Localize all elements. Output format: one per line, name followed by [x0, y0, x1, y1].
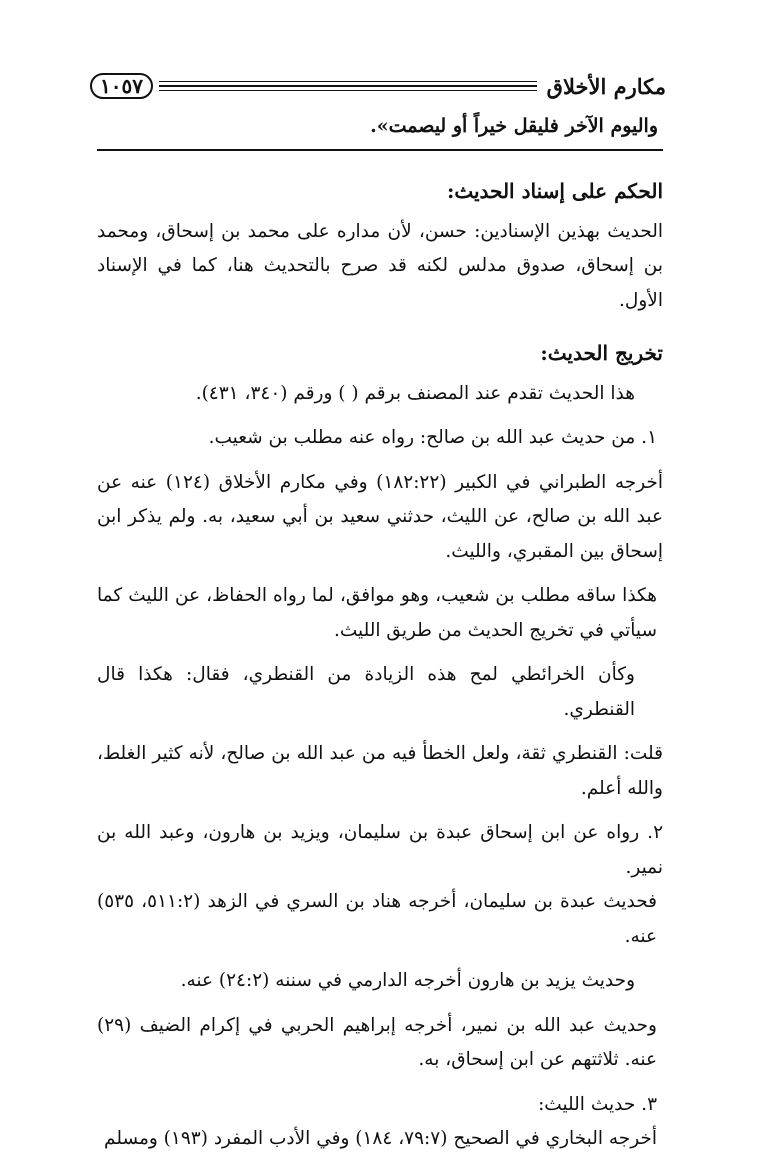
item-3-paragraph-1: أخرجه البخاري في الصحيح (٧٩:٧، ١٨٤) وفي الأدب المفرد (١٩٣) ومسلم	[104, 1128, 657, 1149]
item-2-paragraph-3: وحديث عبد الله بن نمير، أخرجه إبراهيم الحربي في إكرام الضيف (٢٩) عنه. ثلاثتهم عن ابن إسحاق، به.	[97, 1014, 657, 1070]
item-1-paragraph-2: هكذا ساقه مطلب بن شعيب، وهو موافق، لما رواه الحفاظ، عن الليث كما سيأتي في تخريج الحديث من طريق الليث.	[97, 585, 657, 641]
item-2-title: ٢. رواه عن ابن إسحاق عبدة بن سليمان، ويزيد بن هارون، وعبد الله بن نمير.	[97, 822, 663, 878]
item-1-paragraph-4: قلت: القنطري ثقة، ولعل الخطأ فيه من عبد الله بن صالح، لأنه كثير الغلط، والله أعلم.	[97, 743, 663, 799]
carryover-line: واليوم الآخر فليقل خيراً أو ليصمت».	[370, 115, 658, 137]
page-number: ١٠٥٧	[90, 73, 153, 99]
item-2-paragraph-2: وحديث يزيد بن هارون أخرجه الدارمي في سننه (٢٤:٢) عنه.	[180, 970, 635, 991]
isnad-paragraph: الحديث بهذين الإسنادين: حسن، لأن مداره على محمد بن إسحاق، ومحمد بن إسحاق، صدوق مدلس لكنه قد صرح بالتحديث هنا، كما في الإسناد الأول.	[97, 220, 663, 311]
intro-paragraph: هذا الحديث تقدم عند المصنف برقم ( ) ورقم (٣٤٠، ٤٣١).	[195, 382, 635, 404]
divider-rule	[97, 149, 663, 151]
takhrij-heading: تخريج الحديث:	[540, 341, 663, 365]
page-header	[90, 72, 666, 100]
item-1-paragraph-3: وكأن الخرائطي لمح هذه الزيادة من القنطري، فقال: هكذا قال القنطري.	[97, 664, 635, 720]
item-1-title: ١. من حديث عبد الله بن صالح: رواه عنه مطلب بن شعيب.	[208, 427, 657, 448]
running-title: مكارم الأخلاق	[546, 73, 666, 99]
item-3-title: ٣. حديث الليث:	[538, 1093, 657, 1115]
header-rule	[159, 81, 537, 91]
main-text	[97, 172, 663, 1167]
isnad-heading: الحكم على إسناد الحديث:	[446, 179, 663, 203]
item-1-paragraph-1: أخرجه الطبراني في الكبير (١٨٢:٢٢) وفي مكارم الأخلاق (١٢٤) عنه عن عبد الله بن صالح، عن الليث، حدثني سعيد بن أبي سعيد، به. ولم يذكر ابن إسحاق بين المقبري، والليث.	[97, 471, 664, 562]
item-2-paragraph-1: فحديث عبدة بن سليمان، أخرجه هناد بن السري في الزهد (٥١١:٢، ٥٣٥) عنه.	[97, 891, 658, 947]
